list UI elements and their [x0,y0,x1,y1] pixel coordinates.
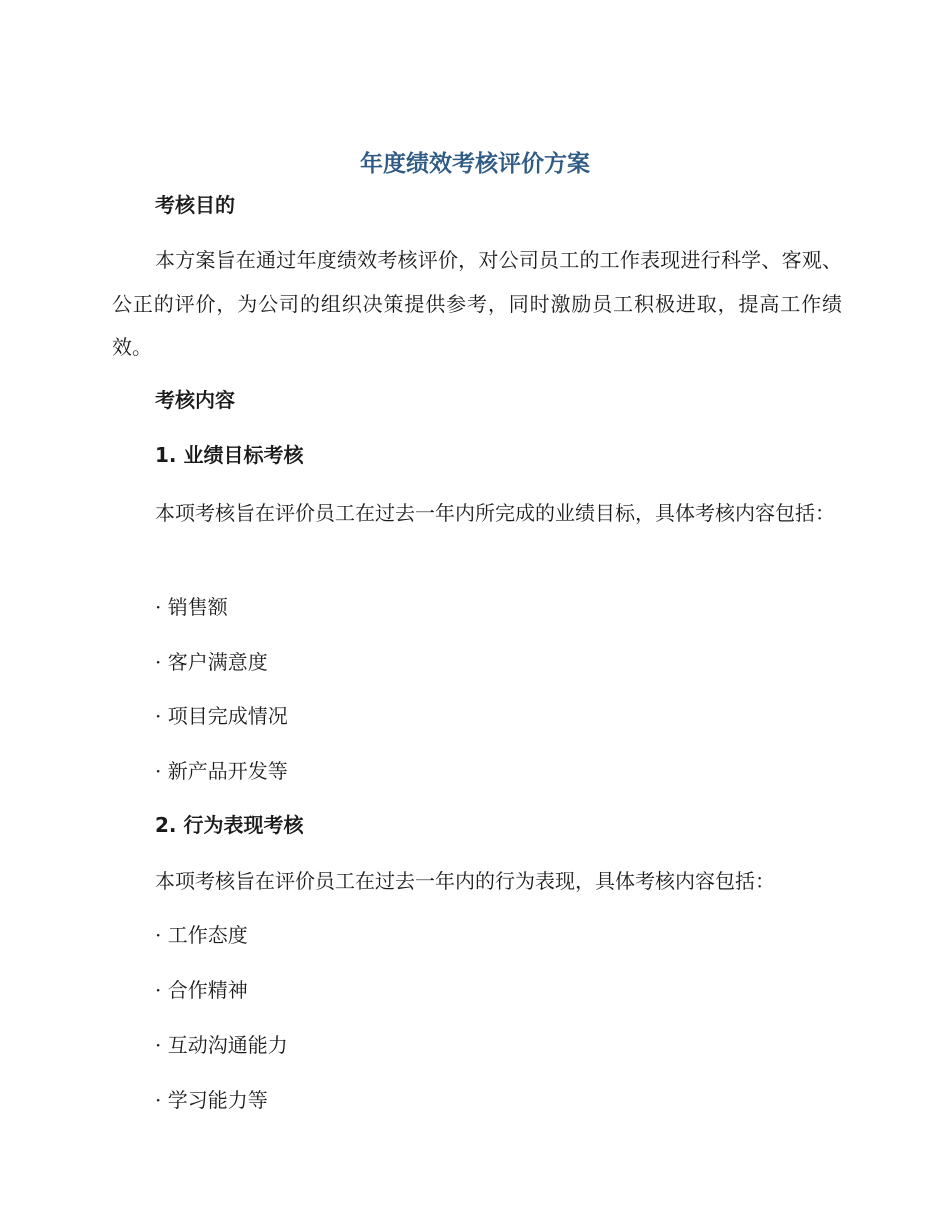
subheading-performance-goals: 1. 业绩目标考核 [155,443,304,467]
bullet-item: · 项目完成情况 [155,704,288,728]
bullet-item: · 销售额 [155,595,228,619]
bullet-item: · 工作态度 [155,923,248,947]
subheading-behavior: 2. 行为表现考核 [155,813,304,837]
bullet-item: · 客户满意度 [155,650,268,674]
behavior-paragraph: 本项考核旨在评价员工在过去一年内的行为表现，具体考核内容包括： [155,869,775,893]
section-heading-content: 考核内容 [155,388,235,412]
bullet-item: · 合作精神 [155,978,248,1002]
document-title: 年度绩效考核评价方案 [360,151,590,177]
purpose-paragraph: 本方案旨在通过年度绩效考核评价，对公司员工的工作表现进行科学、客观、公正的评价，为公司的组织决策提供参考，同时激励员工积极进取，提高工作绩效。 [112,248,842,359]
section-heading-purpose: 考核目的 [155,193,235,217]
bullet-item: · 互动沟通能力 [155,1033,288,1057]
bullet-item: · 学习能力等 [155,1088,268,1112]
performance-goals-paragraph: 本项考核旨在评价员工在过去一年内所完成的业绩目标，具体考核内容包括： [155,501,835,525]
bullet-item: · 新产品开发等 [155,759,288,783]
